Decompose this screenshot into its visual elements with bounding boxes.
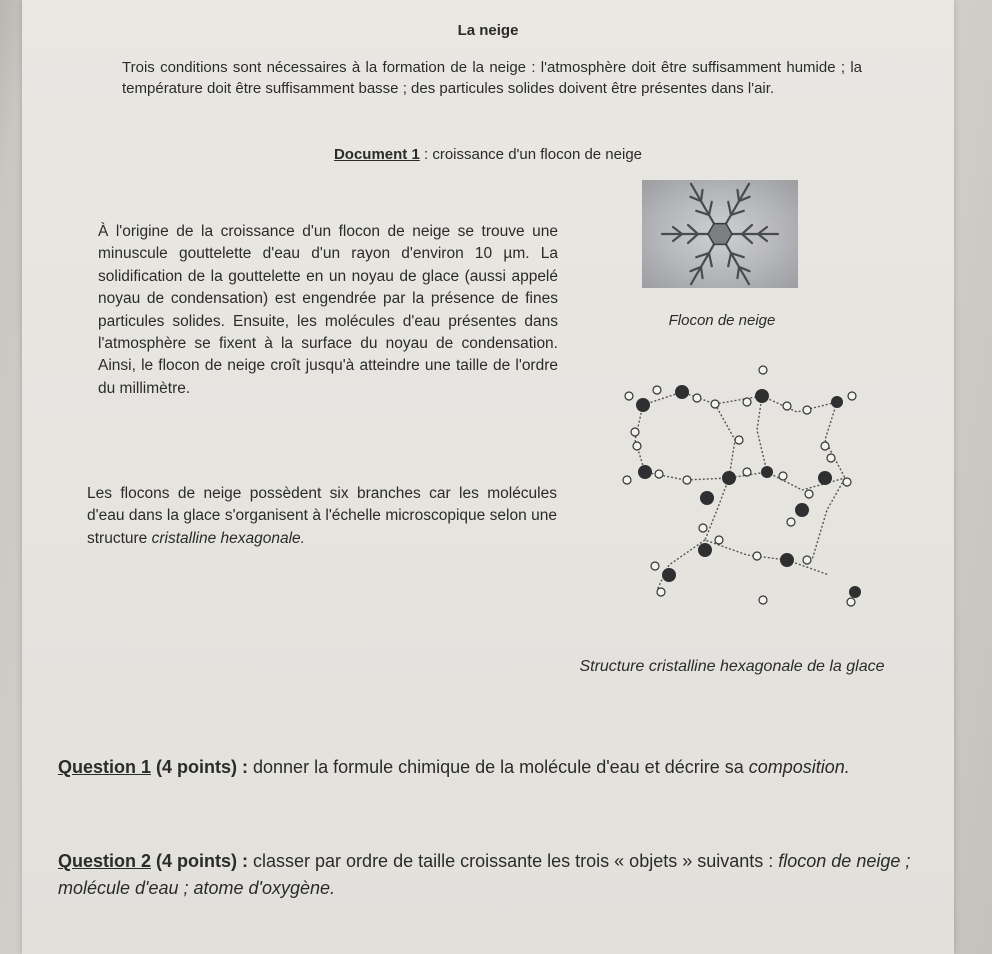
structure-paragraph-italic: cristalline hexagonale. [151,529,305,547]
question-2-text: classer par ordre de taille croissante les trois « objets » suivants : [248,851,779,871]
question-2-text-italic: flocon de neige ; molécule d'eau ; atome d'oxygène. [58,851,911,898]
question-1-text: donner la formule chimique de la molécule d'eau et décrire sa [248,757,749,777]
question-2 [58,848,938,902]
document-1-label: Document 1 [333,146,420,163]
question-2-points: (4 points) : [151,851,249,871]
structure-paragraph-text: Les flocons de neige possèdent six branches car les molécules d'eau dans la glace s'organisent à l'échelle microscopique selon une structure [87,485,557,547]
snowflake-icon [642,180,798,288]
question-1-text-italic: composition. [748,757,850,777]
structure-caption: Structure cristalline hexagonale de la glace [579,658,885,675]
structure-paragraph [87,483,557,550]
question-2-label: Question 2 [58,851,152,871]
intro-paragraph: Trois conditions sont nécessaires à la formation de la neige : l'atmosphère doit être suffisamment humide ; la température doit être suffisamment basse ; des particules solides doivent être présentes dans l'air. [122,59,862,97]
snowflake-caption: Flocon de neige [668,312,776,329]
snowflake-photo [642,180,798,288]
question-1 [58,754,938,781]
ice-structure-svg [597,360,887,612]
question-1-label: Question 1 [58,757,152,777]
ice-crystal-structure-diagram [597,360,887,612]
document-sheet [22,0,954,954]
document-1-title: : croissance d'un flocon de neige [419,146,643,163]
page-title: La neige [457,22,519,39]
growth-paragraph: À l'origine de la croissance d'un flocon de neige se trouve une minuscule gouttelette d'eau d'un rayon d'environ 10 µm. La solidification de la gouttelette en un noyau de glace (aussi appelé noyau de condensation) est engendrée par la présence de fines particules solides. Ensuite, les molécules d'eau présentes dans l'atmosphère se fixent à la surface du noyau de condensation. Ainsi, le flocon de neige croît jusqu'à atteindre une taille de l'ordre du millimètre. [98,223,558,397]
document-1-heading [22,146,954,163]
question-1-points: (4 points) : [151,757,249,777]
